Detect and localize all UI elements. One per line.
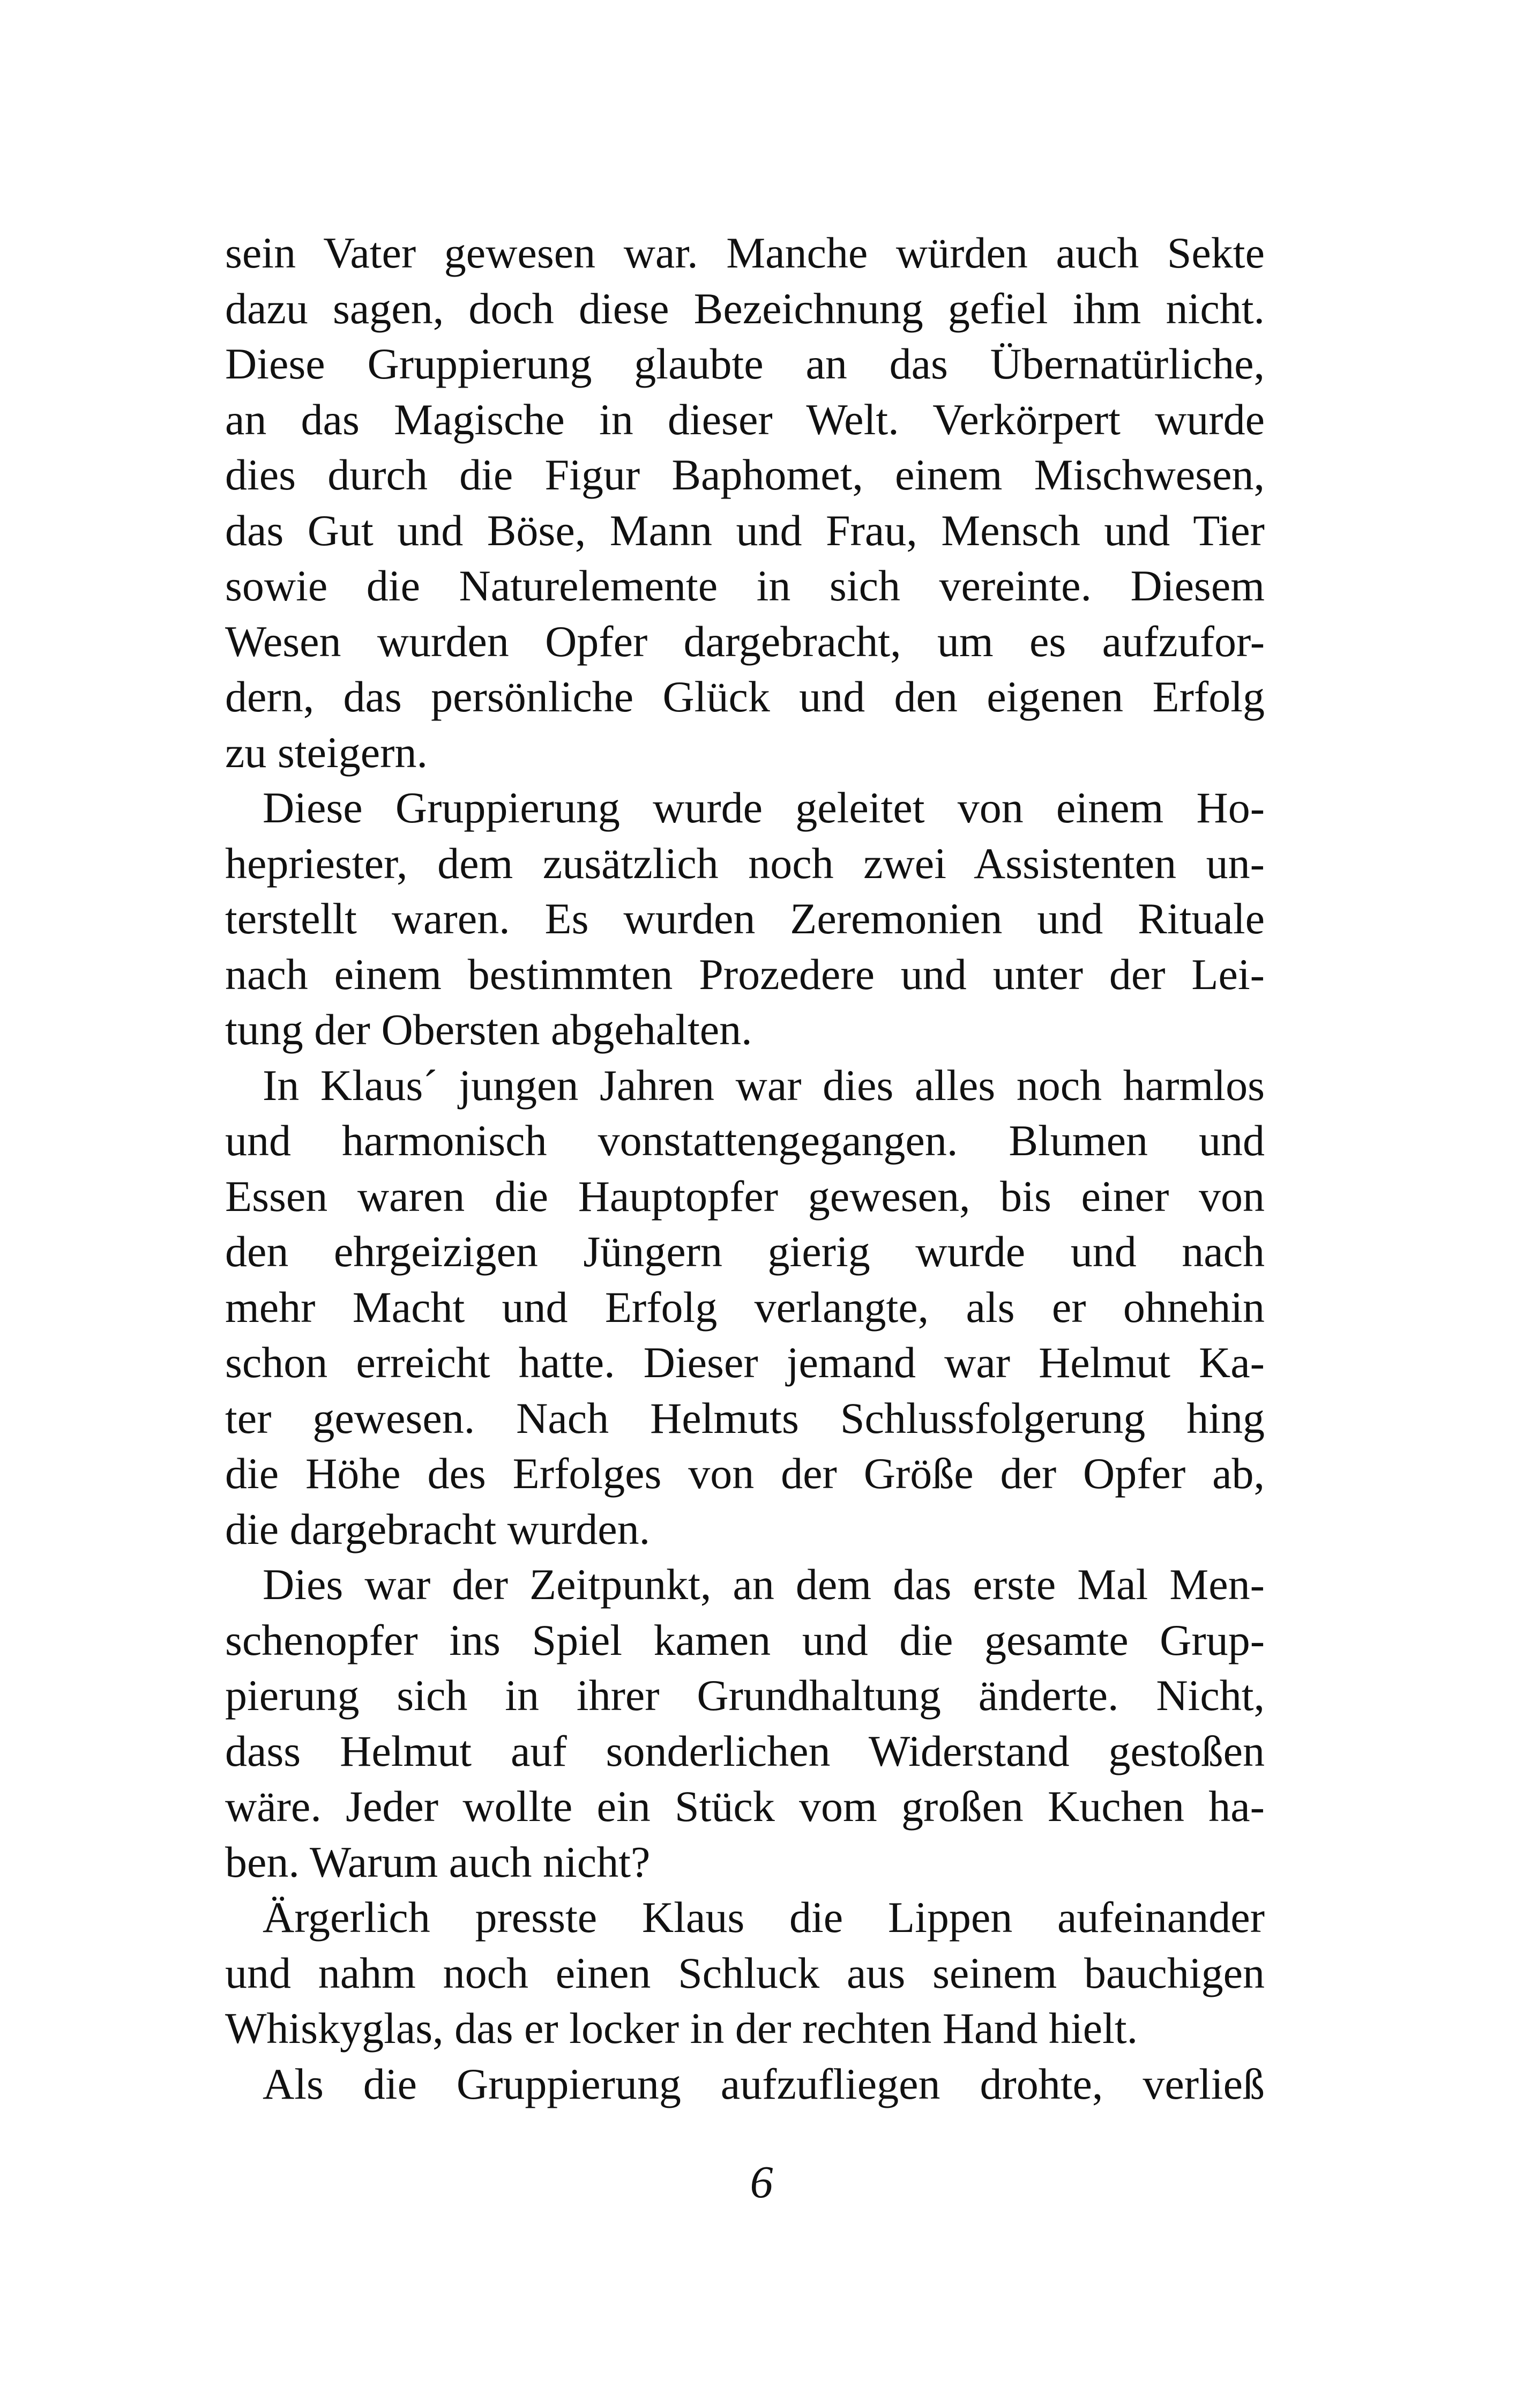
paragraph-1 xyxy=(225,225,1265,780)
paragraph-2 xyxy=(225,780,1265,1058)
text-line: dies durch die Figur Baphomet, einem Mischwesen, xyxy=(225,450,1265,499)
text-line: Whiskyglas, das er locker in der rechten Hand hielt. xyxy=(225,2004,1138,2053)
text-line: Diese Gruppierung glaubte an das Übernatürliche, xyxy=(225,339,1265,388)
text-line: Als die Gruppierung aufzufliegen drohte, verließ xyxy=(263,2059,1265,2108)
text-line: dass Helmut auf sonderlichen Widerstand gestoßen xyxy=(225,1726,1265,1775)
text-line: dern, das persönliche Glück und den eigenen Erfolg xyxy=(225,672,1265,721)
text-line: pierung sich in ihrer Grundhaltung änderte. Nicht, xyxy=(225,1671,1265,1720)
text-line: Ärgerlich presste Klaus die Lippen aufeinander xyxy=(263,1893,1265,1942)
text-line: und nahm noch einen Schluck aus seinem bauchigen xyxy=(225,1948,1265,1997)
paragraph-3 xyxy=(225,1058,1265,1557)
text-line: die Höhe des Erfolges von der Größe der Opfer ab, xyxy=(225,1449,1265,1498)
text-line: den ehrgeizigen Jüngern gierig wurde und nach xyxy=(225,1227,1265,1276)
text-line: dazu sagen, doch diese Bezeichnung gefiel ihm nicht. xyxy=(225,284,1265,333)
text-line: nach einem bestimmten Prozedere und unter der Lei- xyxy=(225,949,1265,999)
paragraph-4 xyxy=(225,1557,1265,1890)
text-line: ben. Warum auch nicht? xyxy=(225,1837,651,1886)
paragraph-5 xyxy=(225,1890,1265,2056)
text-line: und harmonisch vonstattengegangen. Blumen und xyxy=(225,1116,1265,1165)
text-line: Wesen wurden Opfer dargebracht, um es aufzufor- xyxy=(225,616,1265,666)
text-line: schon erreicht hatte. Dieser jemand war Helmut Ka- xyxy=(225,1338,1265,1387)
text-line: ter gewesen. Nach Helmuts Schlussfolgerung hing xyxy=(225,1393,1265,1443)
text-line: an das Magische in dieser Welt. Verkörpert wurde xyxy=(225,395,1265,444)
text-line: Diese Gruppierung wurde geleitet von einem Ho- xyxy=(263,783,1265,832)
text-line: die dargebracht wurden. xyxy=(225,1504,651,1554)
text-line: Essen waren die Hauptopfer gewesen, bis einer von xyxy=(225,1171,1265,1221)
text-line: sowie die Naturelemente in sich vereinte. Diesem xyxy=(225,561,1265,610)
text-line: tung der Obersten abgehalten. xyxy=(225,1005,752,1054)
text-line: mehr Macht und Erfolg verlangte, als er ohnehin xyxy=(225,1282,1265,1332)
text-line: In Klaus´ jungen Jahren war dies alles noch harmlos xyxy=(263,1060,1265,1110)
text-line: zu steigern. xyxy=(225,727,428,777)
text-line: hepriester, dem zusätzlich noch zwei Assistenten un- xyxy=(225,838,1265,888)
text-line: das Gut und Böse, Mann und Frau, Mensch und Tier xyxy=(225,506,1265,555)
text-line: sein Vater gewesen war. Manche würden auch Sekte xyxy=(225,228,1265,277)
text-line: wäre. Jeder wollte ein Stück vom großen Kuchen ha- xyxy=(225,1782,1265,1831)
paragraph-6 xyxy=(225,2056,1265,2112)
page-number: 6 xyxy=(750,2156,773,2208)
page-body xyxy=(225,225,1265,2112)
text-line: schenopfer ins Spiel kamen und die gesamte Grup- xyxy=(225,1615,1265,1664)
text-line: Dies war der Zeitpunkt, an dem das erste Mal Men- xyxy=(263,1560,1265,1609)
text-line: terstellt waren. Es wurden Zeremonien und Rituale xyxy=(225,894,1265,943)
